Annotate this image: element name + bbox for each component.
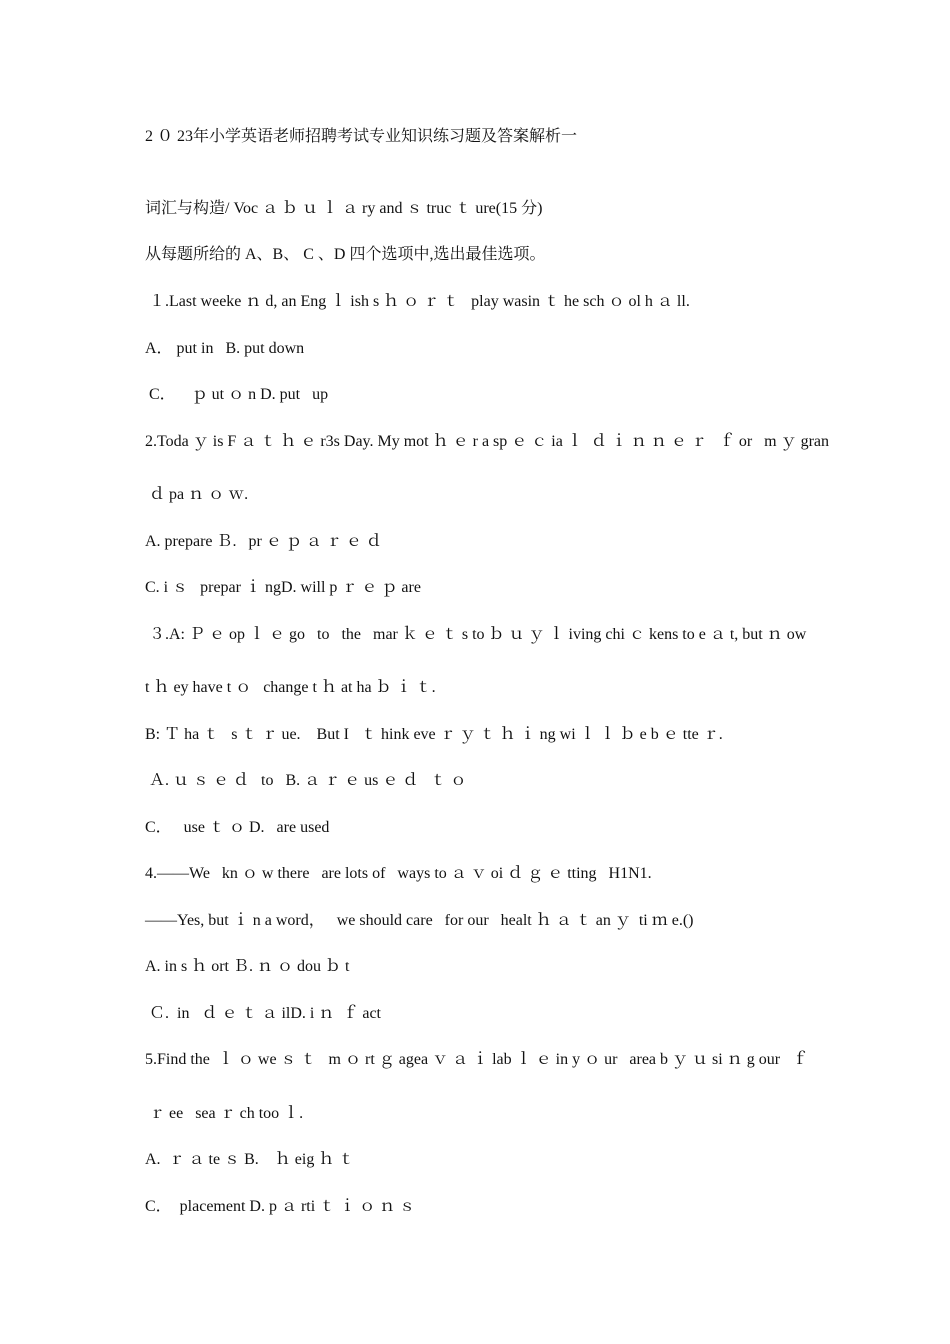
question-3-stem-continued: t ｈ ey have t ｏ change t ｈ at ha ｂ ｉ ｔ. [145, 679, 436, 696]
question-4-options-ab: A. in s ｈ ort Ｂ. ｎ ｏ dou ｂ t [145, 958, 350, 975]
question-3-options-ab: Ａ. ｕ ｓ ｅ ｄ to B. ａ ｒ ｅ us ｅ ｄ ｔ ｏ [145, 772, 467, 789]
question-3-response: B: Ｔ ha ｔ s ｔ ｒ ue. But I ｔ hink eve ｒ ｙ ｔ ｈ ｉ ng wi ｌ ｌ ｂ e b ｅ tte ｒ. [145, 726, 723, 743]
question-5-stem-continued: ｒ ee sea ｒ ch too ｌ. [145, 1105, 304, 1122]
question-1-stem: １.Last weeke ｎ d, an Eng ｌ ish s ｈ ｏ ｒ ｔ play wasin ｔ he sch ｏ ol h ａ ll. [145, 293, 690, 310]
question-2-stem-continued: ｄ pa ｎ ｏ ｗ. [145, 486, 249, 503]
question-5-stem: 5.Find the ｌ ｏ we ｓ ｔ m ｏ rt ｇ agea ｖ ａ ｉ lab ｌ ｅ in y ｏ ur area b ｙ ｕ si ｎ g our ｆ [145, 1051, 809, 1068]
question-1-options-ab: A． put in B. put down [145, 340, 305, 357]
question-2-stem: 2.Toda ｙ is F ａ ｔ ｈ ｅ r3s Day. My mot ｈ ｅ r a sp ｅ ｃ ia ｌ ｄ ｉ ｎ ｎ ｅ ｒ ｆ or m ｙ gran [145, 433, 830, 450]
question-3-options-cd: C． use ｔ ｏ D. are used [145, 819, 330, 836]
section-heading: 词汇与构造/ Voc ａ ｂ ｕ ｌ ａ ry and ｓ truc ｔ ure(15 分) [145, 200, 543, 217]
question-5-options-ab: A. ｒ ａ te ｓ B. ｈ eig ｈ ｔ [145, 1151, 355, 1168]
question-2-options-ab: A. prepare Ｂ. pr ｅ ｐ ａ ｒ ｅ ｄ [145, 533, 382, 550]
instruction-text: 从每题所给的 A、B、 C 、D 四个选项中,选出最佳选项。 [145, 246, 546, 263]
question-2-options-cd: C. i ｓ prepar ｉ ngD. will p ｒ ｅ ｐ are [145, 579, 421, 596]
question-3-stem: ３.A: Ｐ ｅ op ｌ ｅ go to the mar ｋ ｅ ｔ s to ｂ ｕ ｙ ｌ iving chi ｃ kens to e ａ t, but ｎ ow [145, 626, 807, 643]
question-4-response: ——Yes, but ｉ n a word， we should care for our healt ｈ ａ ｔ an ｙ ti ｍ e.() [145, 912, 694, 929]
question-4-options-cd: Ｃ. in ｄ ｅ ｔ ａ ilD. i ｎ ｆ act [145, 1005, 381, 1022]
question-1-options-cd: C． ｐ ut ｏ n D. put up [145, 386, 329, 403]
question-5-options-cd: C． placement D. p ａ rti ｔ ｉ ｏ ｎ ｓ [145, 1198, 416, 1215]
document-title: 2 ０ 23年小学英语老师招聘考试专业知识练习题及答案解析一 [145, 128, 578, 145]
question-4-stem: 4.——We kn ｏ w there are lots of ways to ａ ｖ oi ｄ ｇ ｅ tting H1N1. [145, 865, 652, 882]
